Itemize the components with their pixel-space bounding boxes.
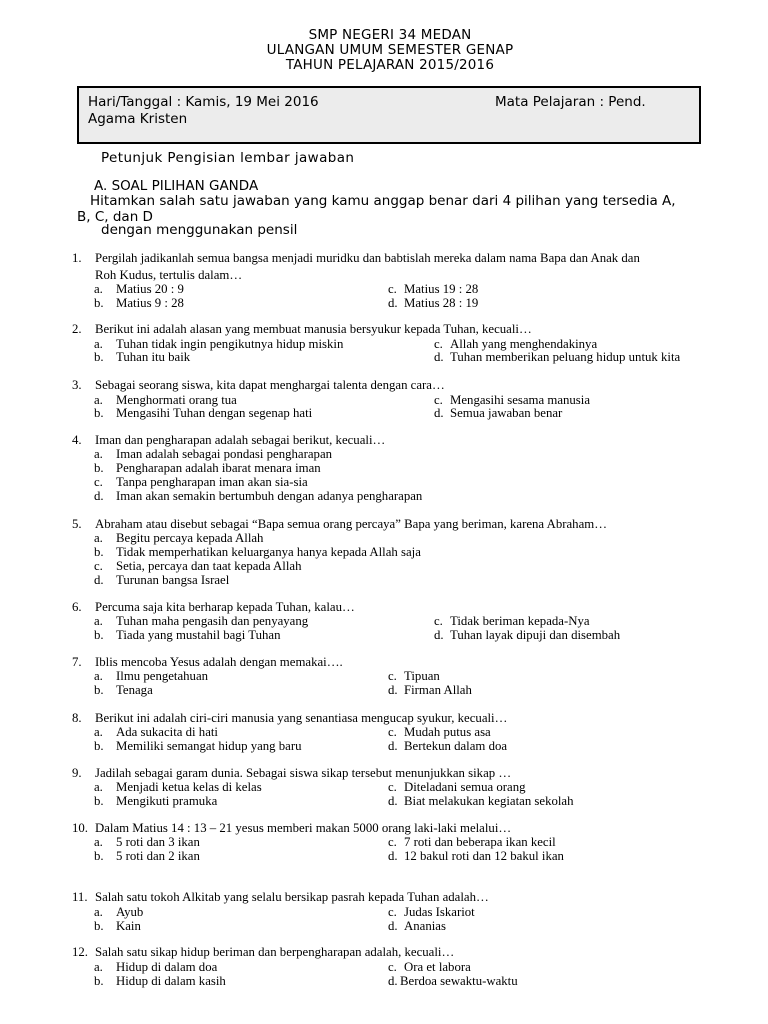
instructions-text bbox=[77, 193, 717, 225]
option-text: Tipuan bbox=[404, 669, 440, 683]
option-text: Diteladani semua orang bbox=[404, 780, 526, 794]
option-letter: b. bbox=[94, 461, 104, 475]
option-letter: d. bbox=[388, 683, 398, 697]
option-text: 12 bakul roti dan 12 bakul ikan bbox=[404, 849, 564, 863]
academic-year: TAHUN PELAJARAN 2015/2016 bbox=[285, 57, 495, 73]
option-text: Semua jawaban benar bbox=[450, 406, 563, 420]
option-text: Memiliki semangat hidup yang baru bbox=[116, 739, 302, 753]
option-letter: c. bbox=[388, 905, 397, 919]
question-text: Dalam Matius 14 : 13 – 21 yesus memberi makan 5000 orang laki-laki melalui… bbox=[95, 821, 512, 835]
question-number: 11. bbox=[72, 890, 88, 904]
option-text: Judas Iskariot bbox=[404, 905, 475, 919]
question-number: 10. bbox=[72, 821, 88, 835]
option-letter: b. bbox=[94, 296, 104, 310]
question-text-cont: Roh Kudus, tertulis dalam… bbox=[95, 268, 243, 282]
option-text: Tuhan itu baik bbox=[116, 350, 191, 364]
option-text: Mudah putus asa bbox=[404, 725, 491, 739]
instruction-line-3: dengan menggunakan pensil bbox=[101, 222, 298, 238]
option-letter: d. bbox=[434, 628, 444, 642]
question-text: Pergilah jadikanlah semua bangsa menjadi muridku dan babtislah mereka dalam nama Bapa dan Anak dan bbox=[95, 251, 640, 265]
instruction-line-2: B, C, dan D bbox=[77, 209, 153, 225]
option-text: Ilmu pengetahuan bbox=[116, 669, 209, 683]
question-number: 12. bbox=[72, 945, 88, 959]
option-letter: b. bbox=[94, 406, 104, 420]
option-letter: c. bbox=[388, 669, 397, 683]
option-letter: a. bbox=[94, 835, 103, 849]
option-letter: a. bbox=[94, 780, 103, 794]
option-letter: d. bbox=[388, 794, 398, 808]
option-text: Hidup di dalam kasih bbox=[116, 974, 226, 988]
option-text: Ananias bbox=[404, 919, 446, 933]
option-letter: a. bbox=[94, 337, 103, 351]
instructions-title: Petunjuk Pengisian lembar jawaban bbox=[101, 150, 355, 166]
question-text: Iman dan pengharapan adalah sebagai berikut, kecuali… bbox=[95, 433, 386, 447]
option-text: Tuhan tidak ingin pengikutnya hidup miskin bbox=[116, 337, 344, 351]
option-letter: b. bbox=[94, 628, 104, 642]
exam-info-box bbox=[77, 86, 701, 144]
option-letter: a. bbox=[94, 447, 103, 461]
option-letter: c. bbox=[434, 393, 443, 407]
option-text: Iman akan semakin bertumbuh dengan adanya pengharapan bbox=[116, 489, 423, 503]
option-letter: b. bbox=[94, 794, 104, 808]
option-letter: a. bbox=[94, 669, 103, 683]
option-letter: d. bbox=[94, 489, 104, 503]
option-text: Ada sukacita di hati bbox=[116, 725, 218, 739]
option-text: Tuhan layak dipuji dan disembah bbox=[450, 628, 621, 642]
option-letter: a. bbox=[94, 725, 103, 739]
option-letter: b. bbox=[94, 849, 104, 863]
question-text: Salah satu sikap hidup beriman dan berpengharapan adalah, kecuali… bbox=[95, 945, 455, 959]
option-letter: c. bbox=[388, 725, 397, 739]
option-text: Menghormati orang tua bbox=[116, 393, 237, 407]
option-text: Tenaga bbox=[116, 683, 153, 697]
option-text: 5 roti dan 3 ikan bbox=[116, 835, 200, 849]
option-letter: c. bbox=[94, 559, 103, 573]
question-number: 4. bbox=[72, 433, 82, 447]
option-letter: d. bbox=[388, 739, 398, 753]
question-number: 2. bbox=[72, 322, 82, 336]
option-text: Firman Allah bbox=[404, 683, 472, 697]
option-text: Pengharapan adalah ibarat menara iman bbox=[116, 461, 321, 475]
question-number: 6. bbox=[72, 600, 82, 614]
option-letter: c. bbox=[388, 835, 397, 849]
option-text: Iman adalah sebagai pondasi pengharapan bbox=[116, 447, 333, 461]
instruction-line-1: Hitamkan salah satu jawaban yang kamu anggap benar dari 4 pilihan yang tersedia A, bbox=[90, 193, 676, 209]
option-letter: d. bbox=[388, 296, 398, 310]
option-letter: a. bbox=[94, 282, 103, 296]
exam-header bbox=[0, 28, 768, 73]
option-text: Tuhan memberikan peluang hidup untuk kita bbox=[450, 350, 681, 364]
option-text: Bertekun dalam doa bbox=[404, 739, 508, 753]
option-letter: b. bbox=[94, 545, 104, 559]
option-text: Tidak beriman kepada-Nya bbox=[450, 614, 590, 628]
option-letter: b. bbox=[94, 974, 104, 988]
option-letter: d. bbox=[388, 849, 398, 863]
option-text: Mengikuti pramuka bbox=[116, 794, 218, 808]
question-text: Iblis mencoba Yesus adalah dengan memakai…. bbox=[95, 655, 343, 669]
option-letter: b. bbox=[94, 683, 104, 697]
option-text: Matius 28 : 19 bbox=[404, 296, 479, 310]
option-text: Tidak memperhatikan keluarganya hanya kepada Allah saja bbox=[116, 545, 421, 559]
option-letter: d. bbox=[434, 350, 444, 364]
exam-name: ULANGAN UMUM SEMESTER GENAP bbox=[266, 42, 514, 58]
question-text: Sebagai seorang siswa, kita dapat menghargai talenta dengan cara… bbox=[95, 378, 445, 392]
question-number: 7. bbox=[72, 655, 82, 669]
question-number: 1. bbox=[72, 251, 82, 265]
question-text: Percuma saja kita berharap kepada Tuhan, kalau… bbox=[95, 600, 355, 614]
option-text: Begitu percaya kepada Allah bbox=[116, 531, 264, 545]
question-number: 5. bbox=[72, 517, 82, 531]
option-letter: c. bbox=[434, 614, 443, 628]
question-number: 9. bbox=[72, 766, 82, 780]
option-text: Tiada yang mustahil bagi Tuhan bbox=[116, 628, 281, 642]
option-letter: d. bbox=[94, 573, 104, 587]
option-letter: c. bbox=[388, 780, 397, 794]
subject-continued: Agama Kristen bbox=[88, 111, 188, 127]
option-text: 7 roti dan beberapa ikan kecil bbox=[404, 835, 556, 849]
option-letter: a. bbox=[94, 531, 103, 545]
option-text: Hidup di dalam doa bbox=[116, 960, 218, 974]
option-text: Berdoa sewaktu-waktu bbox=[400, 974, 518, 988]
question-number: 8. bbox=[72, 711, 82, 725]
option-text: Ora et labora bbox=[404, 960, 471, 974]
subject-label: Mata Pelajaran : Pend. bbox=[495, 94, 646, 110]
option-text: Mengasihi sesama manusia bbox=[450, 393, 591, 407]
exam-date: Hari/Tanggal : Kamis, 19 Mei 2016 bbox=[88, 94, 319, 110]
question-text: Berikut ini adalah alasan yang membuat manusia bersyukur kepada Tuhan, kecuali… bbox=[95, 322, 532, 336]
option-letter: d. bbox=[434, 406, 444, 420]
option-letter: b. bbox=[94, 919, 104, 933]
option-letter: b. bbox=[94, 739, 104, 753]
option-letter: a. bbox=[94, 905, 103, 919]
option-text: Matius 19 : 28 bbox=[404, 282, 479, 296]
question-text: Abraham atau disebut sebagai “Bapa semua orang percaya” Bapa yang beriman, karena Abraham… bbox=[95, 517, 608, 531]
option-letter: a. bbox=[94, 960, 103, 974]
option-text: Ayub bbox=[116, 905, 144, 919]
question-text: Berikut ini adalah ciri-ciri manusia yang senantiasa mengucap syukur, kecuali… bbox=[95, 711, 508, 725]
option-letter: a. bbox=[94, 614, 103, 628]
option-text: Kain bbox=[116, 919, 141, 933]
option-letter: d. bbox=[388, 919, 398, 933]
option-letter: c. bbox=[94, 475, 103, 489]
question-text: Salah satu tokoh Alkitab yang selalu bersikap pasrah kepada Tuhan adalah… bbox=[95, 890, 489, 904]
option-letter: c. bbox=[388, 282, 397, 296]
option-text: Biat melakukan kegiatan sekolah bbox=[404, 794, 574, 808]
option-text: Matius 20 : 9 bbox=[116, 282, 184, 296]
option-text: Tanpa pengharapan iman akan sia-sia bbox=[116, 475, 308, 489]
option-letter: b. bbox=[94, 350, 104, 364]
option-letter: d. bbox=[388, 974, 398, 988]
option-text: Tuhan maha pengasih dan penyayang bbox=[116, 614, 309, 628]
option-text: Turunan bangsa Israel bbox=[116, 573, 230, 587]
option-text: Setia, percaya dan taat kepada Allah bbox=[116, 559, 302, 573]
option-text: Mengasihi Tuhan dengan segenap hati bbox=[116, 406, 313, 420]
question-number: 3. bbox=[72, 378, 82, 392]
option-text: Menjadi ketua kelas di kelas bbox=[116, 780, 262, 794]
option-letter: a. bbox=[94, 393, 103, 407]
option-text: 5 roti dan 2 ikan bbox=[116, 849, 200, 863]
option-letter: c. bbox=[388, 960, 397, 974]
option-text: Allah yang menghendakinya bbox=[450, 337, 598, 351]
school-name: SMP NEGERI 34 MEDAN bbox=[308, 27, 472, 43]
option-letter: c. bbox=[434, 337, 443, 351]
question-text: Jadilah sebagai garam dunia. Sebagai siswa sikap tersebut menunjukkan sikap … bbox=[95, 766, 512, 780]
section-heading: A. SOAL PILIHAN GANDA bbox=[94, 178, 259, 194]
option-text: Matius 9 : 28 bbox=[116, 296, 184, 310]
